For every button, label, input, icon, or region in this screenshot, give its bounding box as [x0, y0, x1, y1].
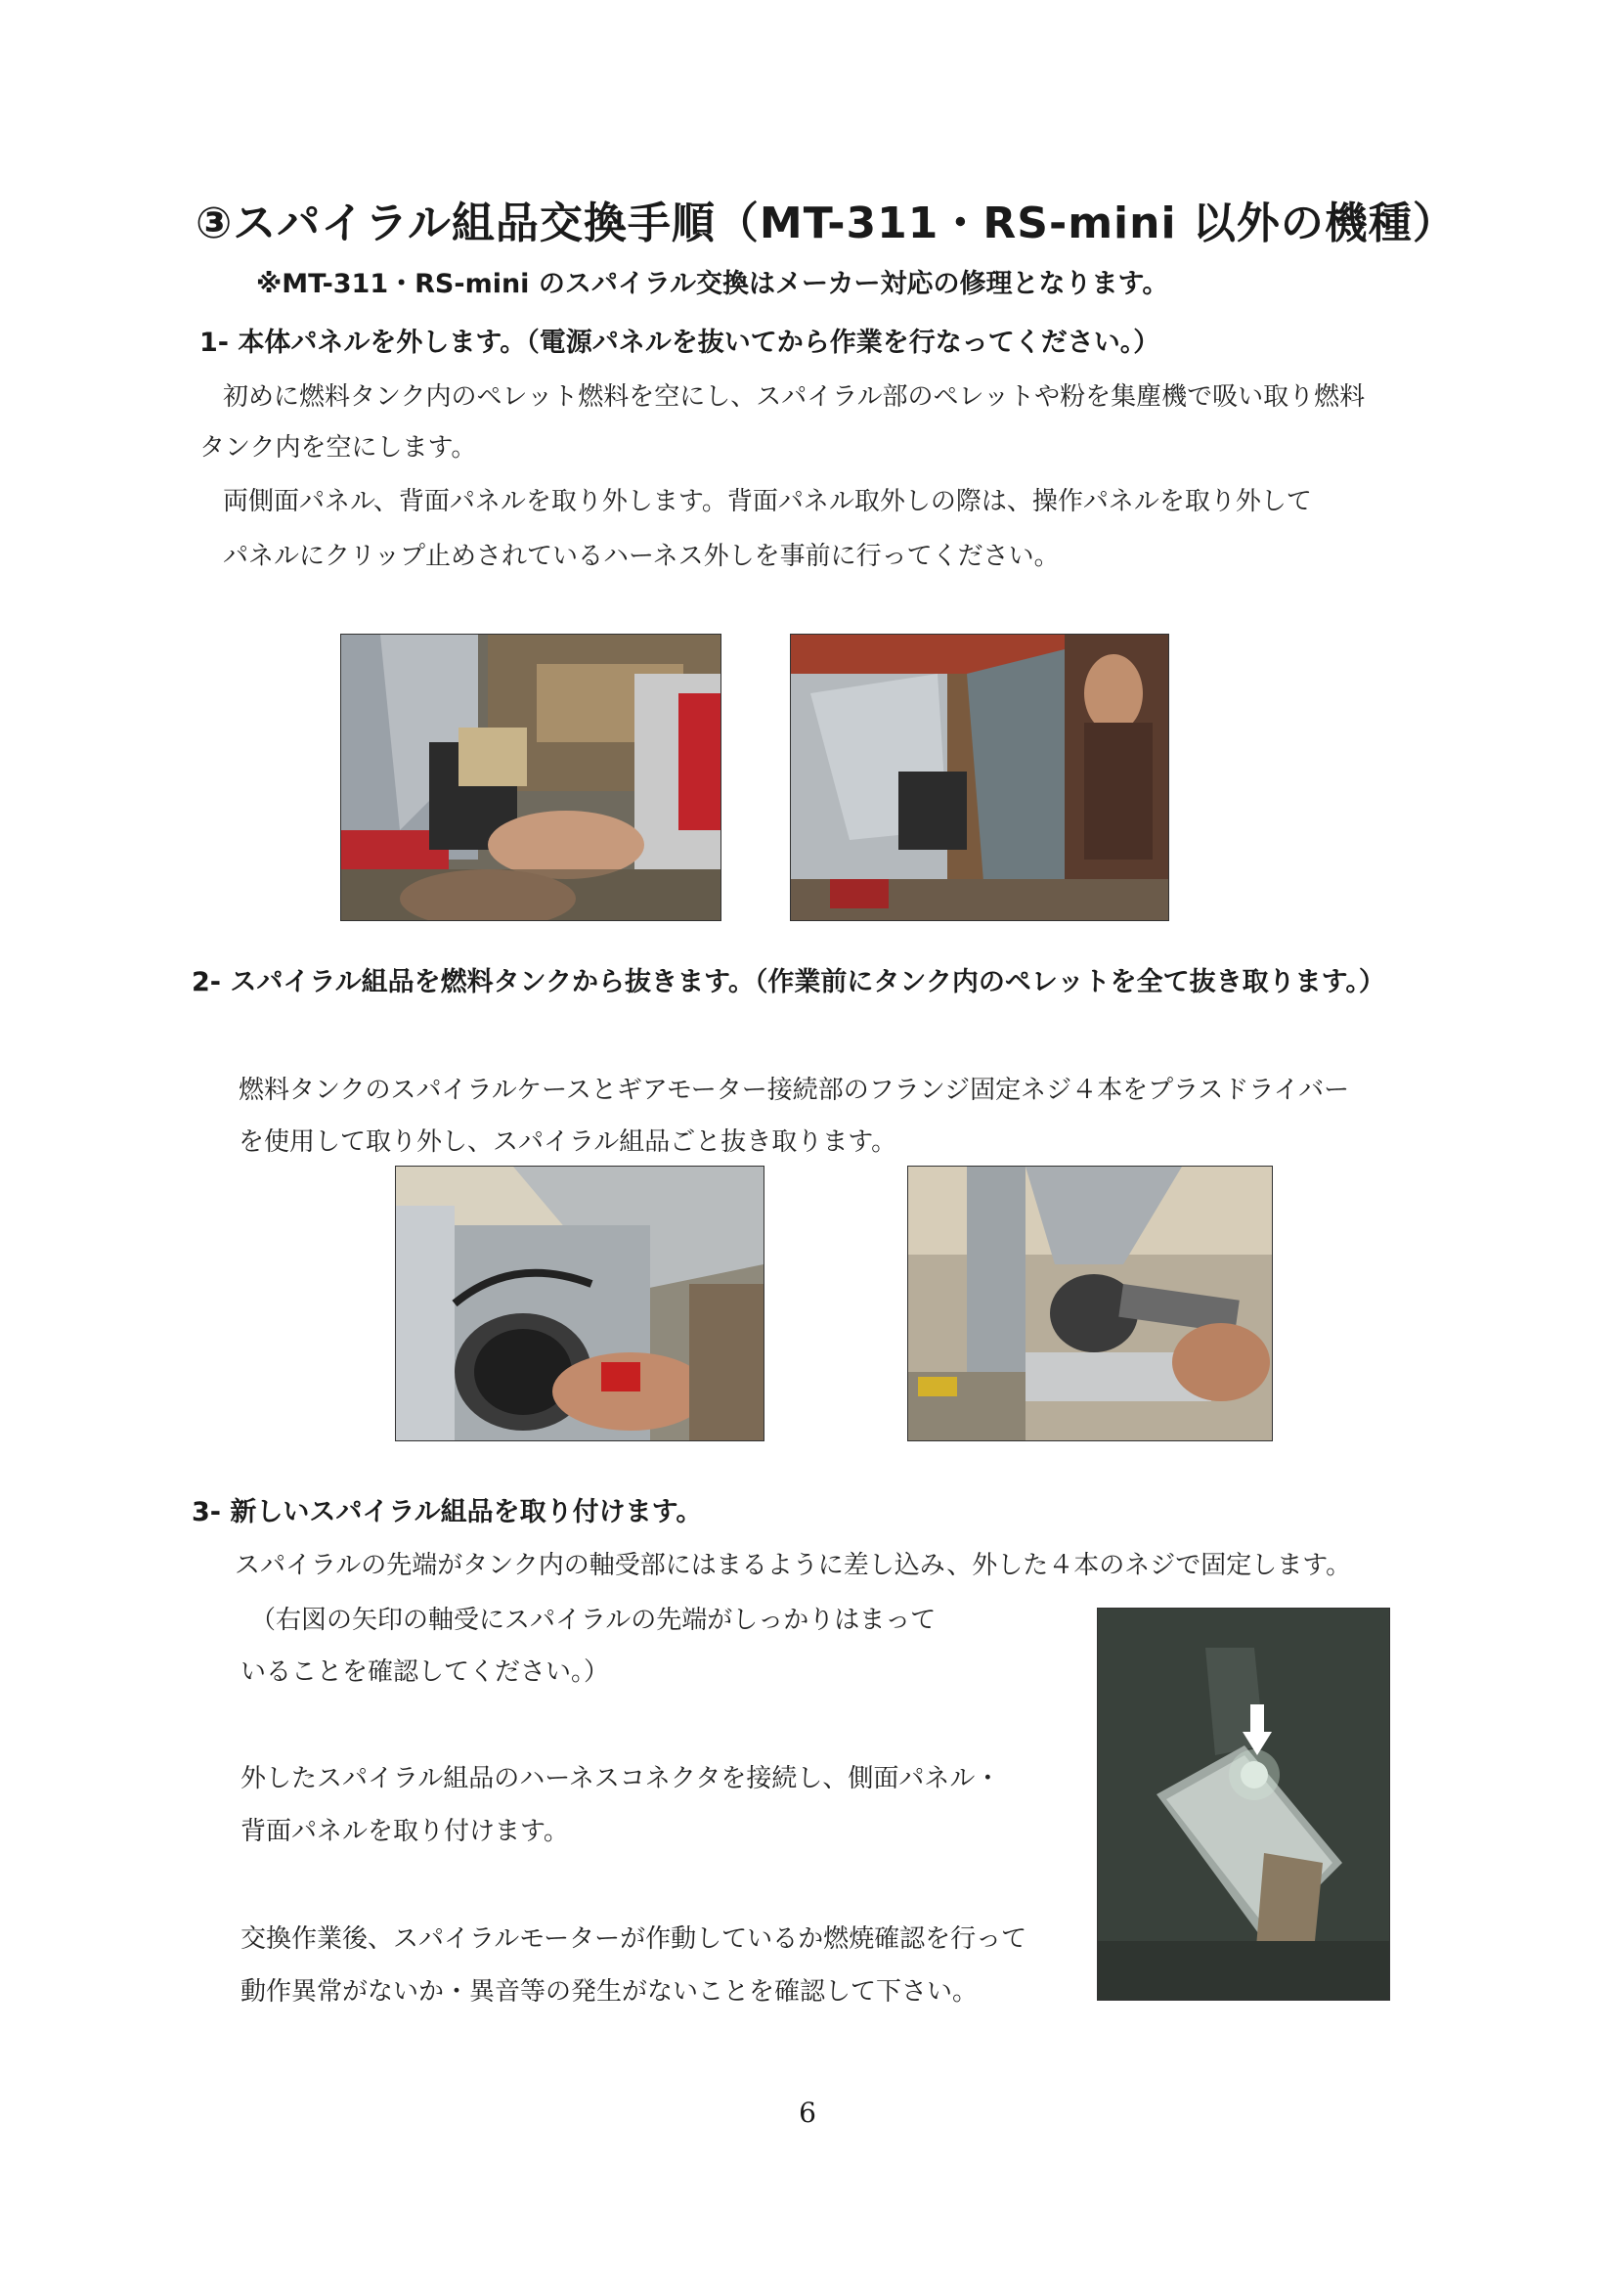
step-1-line-2: タンク内を空にします。 — [199, 433, 477, 463]
step-2-photo-spiral-extraction — [907, 1166, 1273, 1441]
step-3-heading: 3- 新しいスパイラル組品を取り付けます。 — [192, 1497, 703, 1527]
step-3-line-4: 外したスパイラル組品のハーネスコネクタを接続し、側面パネル・ — [240, 1764, 1001, 1793]
step-1-photo-panel-removal — [790, 634, 1169, 921]
step-1-line-3: 両側面パネル、背面パネルを取り外します。背面パネル取外しの際は、操作パネルを取り外して — [223, 487, 1312, 516]
step-1-photo-control-panel — [340, 634, 721, 921]
page-title: ③スパイラル組品交換手順（MT-311・RS-mini 以外の機種） — [196, 199, 1457, 248]
step-2-photo-flange-screws — [395, 1166, 764, 1441]
step-1-line-1: 初めに燃料タンク内のペレット燃料を空にし、スパイラル部のペレットや粉を集塵機で吸い取り燃料 — [223, 382, 1366, 412]
maker-repair-note: ※MT-311・RS-mini のスパイラル交換はメーカー対応の修理となります。 — [256, 269, 1169, 299]
step-3-line-7: 動作異常がないか・異音等の発生がないことを確認して下さい。 — [240, 1977, 979, 2007]
step-1-heading: 1- 本体パネルを外します。（電源パネルを抜いてから作業を行なってください。） — [199, 328, 1160, 358]
step-3-line-3: いることを確認してください。） — [240, 1657, 610, 1687]
step-3-line-6: 交換作業後、スパイラルモーターが作動しているか燃焼確認を行って — [240, 1924, 1027, 1954]
step-3-line-1: スパイラルの先端がタンク内の軸受部にはまるように差し込み、外した４本のネジで固定します。 — [235, 1551, 1352, 1580]
step-3-photo-bearing — [1097, 1608, 1390, 2001]
step-3-line-2: （右図の矢印の軸受にスパイラルの先端がしっかりはまって — [250, 1606, 937, 1635]
page-number: 6 — [799, 2097, 816, 2129]
step-2-line-1: 燃料タンクのスパイラルケースとギアモーター接続部のフランジ固定ネジ４本をプラスドライバー — [239, 1076, 1350, 1105]
step-2-line-2: を使用して取り外し、スパイラル組品ごと抜き取ります。 — [239, 1127, 897, 1157]
step-1-line-4: パネルにクリップ止めされているハーネス外しを事前に行ってください。 — [223, 542, 1060, 571]
step-3-line-5: 背面パネルを取り付けます。 — [240, 1817, 569, 1846]
step-2-heading: 2- スパイラル組品を燃料タンクから抜きます。（作業前にタンク内のペレットを全て抜き取ります。） — [192, 967, 1385, 997]
